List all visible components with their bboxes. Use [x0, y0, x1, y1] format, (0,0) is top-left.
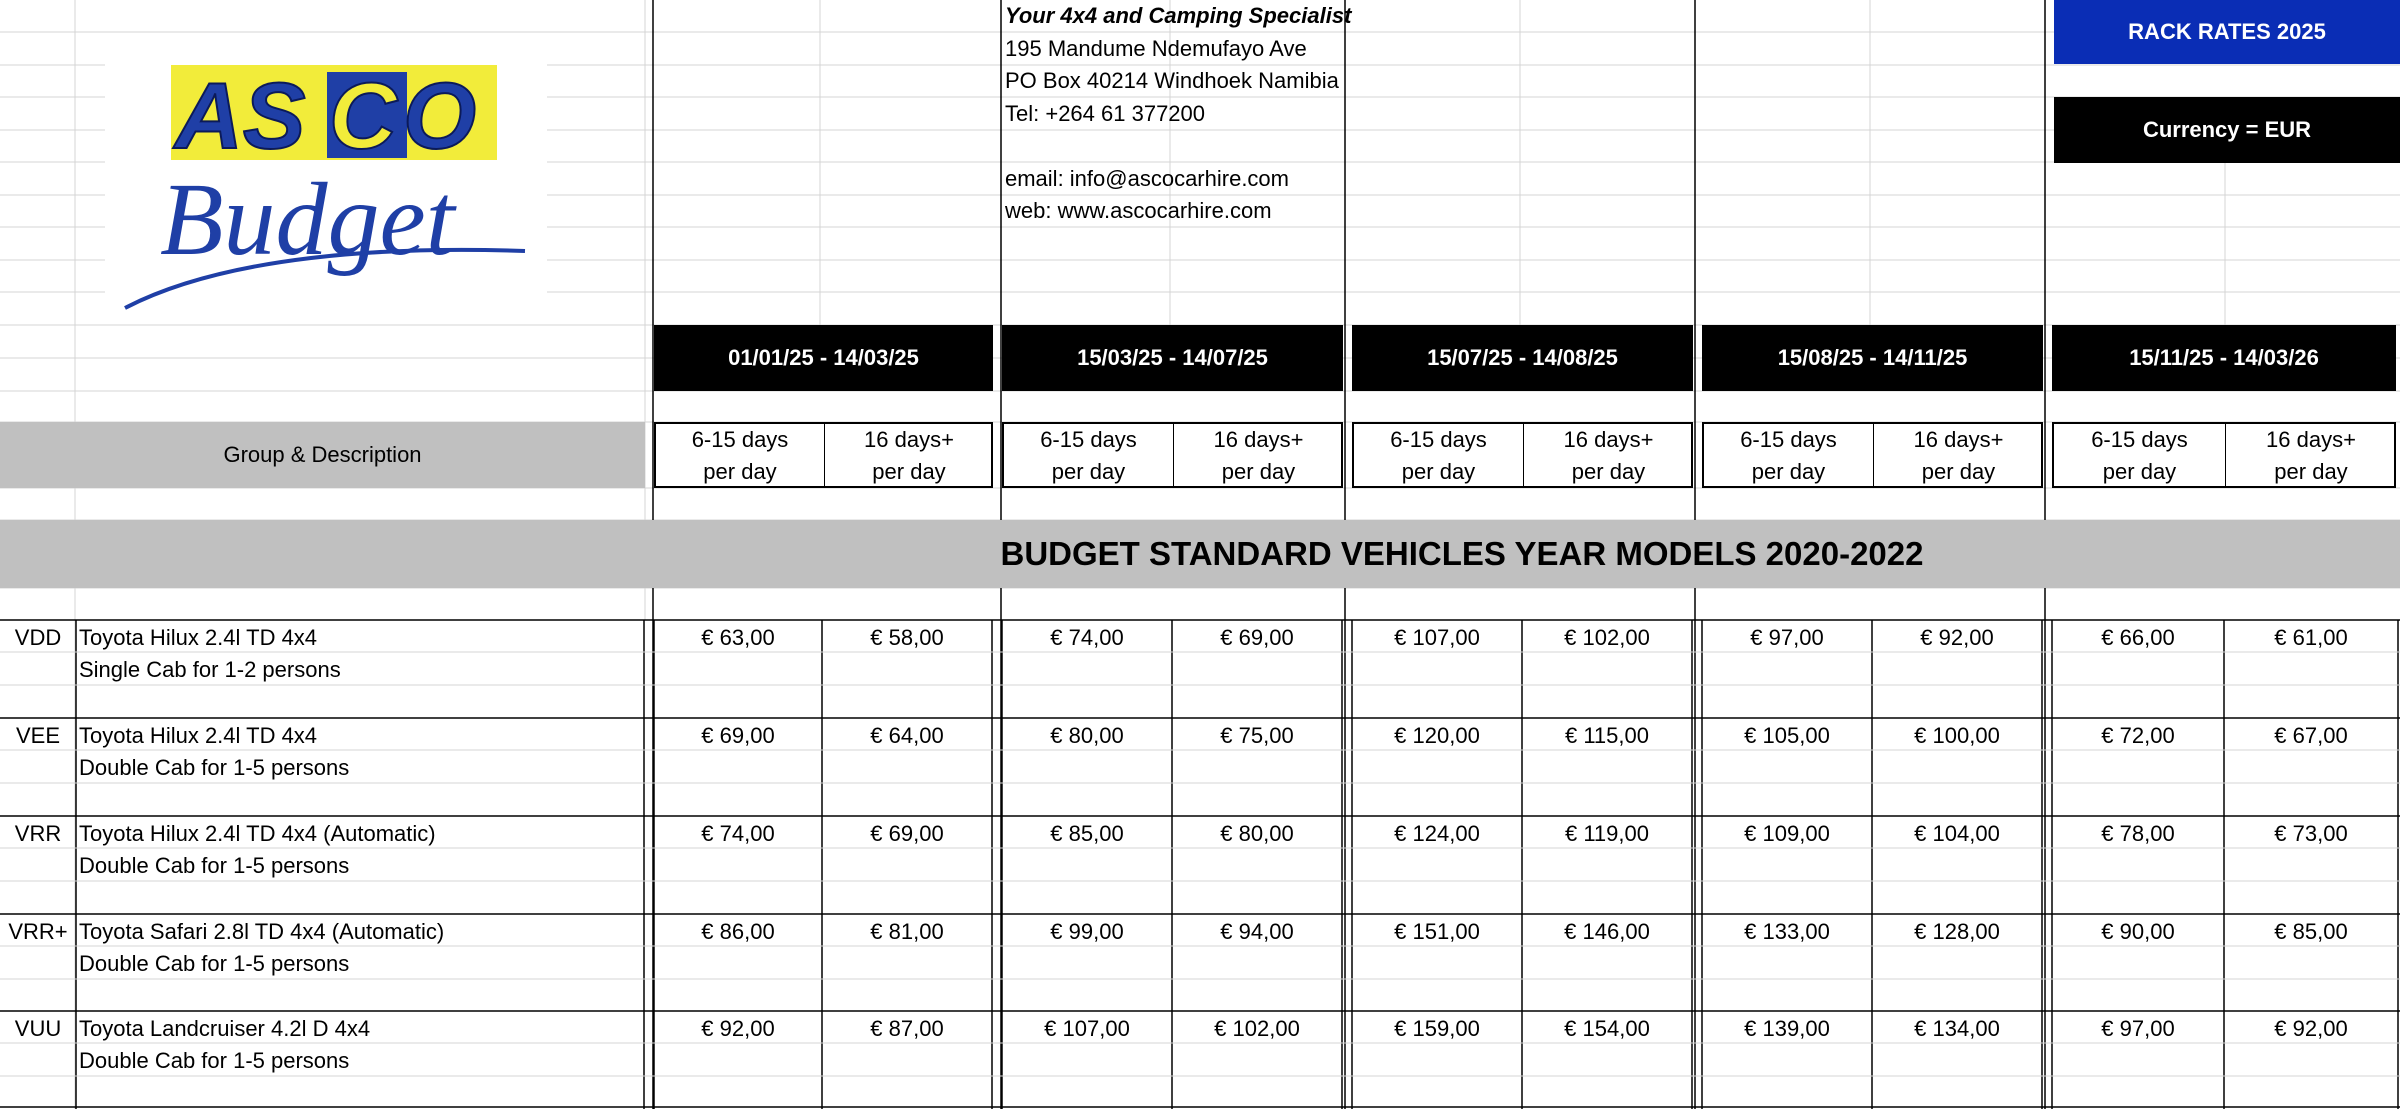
rate-cell: € 94,00: [1220, 919, 1294, 944]
rate-cell: € 64,00: [870, 723, 944, 748]
subheader-period-2: [1002, 422, 1343, 488]
subheader-period-5: [2052, 422, 2396, 488]
rate-cell: € 134,00: [1914, 1016, 2000, 1041]
rate-cell: € 69,00: [870, 821, 944, 846]
rate-cell: € 115,00: [1564, 723, 1649, 748]
rate-cell: € 133,00: [1744, 919, 1830, 944]
rate-cell: € 85,00: [2274, 919, 2348, 944]
rate-cell: € 69,00: [701, 723, 775, 748]
vehicle-code: VRR: [14, 821, 62, 846]
rack-rates-label: RACK RATES 2025: [2054, 0, 2400, 64]
asco-budget-logo-graphic: [105, 56, 547, 318]
website: web: www.ascocarhire.com: [1005, 198, 1272, 223]
rate-cell: € 154,00: [1564, 1016, 1650, 1041]
svg-text:AS: AS: [175, 63, 306, 168]
subheader-short-term: 6-15 days per day: [1040, 427, 1137, 484]
rate-cell: € 107,00: [1044, 1016, 1130, 1041]
rate-cell: € 80,00: [1050, 723, 1124, 748]
period-header-2: 15/03/25 - 14/07/25: [1002, 325, 1343, 391]
rate-cell: € 146,00: [1564, 919, 1650, 944]
email: email: info@ascocarhire.com: [1005, 165, 1289, 191]
vehicle-code: VDD: [14, 625, 62, 650]
vehicle-description: Double Cab for 1-5 persons: [79, 853, 350, 878]
rate-cell: € 63,00: [701, 625, 775, 650]
rate-cell: € 85,00: [1050, 821, 1124, 846]
rate-cell: € 58,00: [870, 625, 944, 650]
subheader-long-term: 16 days+ per day: [1563, 427, 1654, 484]
rate-cell: € 120,00: [1394, 723, 1480, 748]
rate-cell: € 102,00: [1564, 625, 1650, 650]
group-description-header: [0, 422, 645, 488]
telephone: Tel: +264 61 377200: [1005, 100, 1206, 126]
rate-cell: € 124,00: [1394, 821, 1480, 846]
vehicle-code: VEE: [15, 723, 61, 748]
subheader-period-1: [654, 422, 993, 488]
vehicle-name: Toyota Hilux 2.4l TD 4x4 (Automatic): [79, 821, 436, 846]
rate-cell: € 109,00: [1744, 821, 1830, 846]
vehicle-description: Double Cab for 1-5 persons: [79, 951, 350, 976]
rate-cell: € 128,00: [1914, 919, 2000, 944]
rate-cell: € 75,00: [1220, 723, 1294, 748]
vehicle-code: VUU: [14, 1016, 62, 1041]
rate-cell: € 97,00: [1750, 625, 1824, 650]
subheader-long-term: 16 days+ per day: [1913, 427, 2004, 484]
group-header-label: Group & Description: [223, 442, 422, 467]
subheader-short-term: 6-15 days per day: [1740, 427, 1837, 484]
rate-cell: € 159,00: [1394, 1016, 1480, 1041]
subheader-short-term: 6-15 days per day: [1390, 427, 1487, 484]
vehicle-description: Single Cab for 1-2 persons: [79, 657, 341, 682]
subheader-long-term: 16 days+ per day: [864, 427, 954, 484]
subheader-period-4: [1702, 422, 2043, 488]
vehicle-description: Double Cab for 1-5 persons: [79, 1048, 350, 1073]
company-tagline: Your 4x4 and Camping Specialist: [1005, 3, 1352, 28]
rate-cell: € 87,00: [870, 1016, 944, 1041]
rate-cell: € 151,00: [1394, 919, 1480, 944]
subheader-short-term: 6-15 days per day: [2091, 427, 2188, 484]
rate-cell: € 90,00: [2101, 919, 2175, 944]
rate-cell: € 99,00: [1050, 919, 1124, 944]
rate-cell: € 80,00: [1220, 821, 1294, 846]
rate-cell: € 102,00: [1214, 1016, 1300, 1041]
rate-cell: € 92,00: [1920, 625, 1994, 650]
subheader-period-3: [1352, 422, 1693, 488]
company-address-block: [1005, 0, 1351, 228]
rate-cell: € 92,00: [701, 1016, 775, 1041]
rate-cell: € 86,00: [701, 919, 775, 944]
company-logo: [105, 56, 547, 318]
period-header-1: 01/01/25 - 14/03/25: [654, 325, 993, 391]
rate-cell: € 107,00: [1394, 625, 1480, 650]
rate-cell: € 61,00: [2274, 625, 2348, 650]
svg-text:O: O: [403, 63, 477, 168]
rate-cell: € 139,00: [1744, 1016, 1830, 1041]
section-title-band: [0, 520, 2400, 588]
period-header-3: 15/07/25 - 14/08/25: [1352, 325, 1693, 391]
rate-cell: € 74,00: [701, 821, 775, 846]
rate-cell: € 73,00: [2274, 821, 2348, 846]
rate-cell: € 81,00: [870, 919, 944, 944]
rate-cell: € 119,00: [1564, 821, 1649, 846]
vehicle-name: Toyota Safari 2.8l TD 4x4 (Automatic): [79, 919, 445, 944]
rate-cell: € 100,00: [1914, 723, 2000, 748]
svg-text:C: C: [329, 63, 397, 168]
section-title: BUDGET STANDARD VEHICLES YEAR MODELS 2020-2022: [1000, 535, 1924, 572]
vehicle-code: VRR+: [8, 919, 68, 944]
svg-text:Budget: Budget: [160, 162, 455, 277]
period-header-4: 15/08/25 - 14/11/25: [1702, 325, 2043, 391]
vehicle-description: Double Cab for 1-5 persons: [79, 755, 350, 780]
rate-cell: € 72,00: [2101, 723, 2175, 748]
vehicle-name: Toyota Hilux 2.4l TD 4x4: [79, 625, 318, 650]
vehicle-name: Toyota Hilux 2.4l TD 4x4: [79, 723, 318, 748]
rate-cell: € 78,00: [2101, 821, 2175, 846]
currency-label: Currency = EUR: [2054, 97, 2400, 163]
subheader-long-term: 16 days+ per day: [2266, 427, 2356, 484]
rate-cell: € 105,00: [1744, 723, 1830, 748]
address-line-1: 195 Mandume Ndemufayo Ave: [1005, 35, 1307, 61]
vehicle-name: Toyota Landcruiser 4.2l D 4x4: [79, 1016, 371, 1041]
rate-cell: € 97,00: [2101, 1016, 2175, 1041]
rate-cell: € 104,00: [1914, 821, 2000, 846]
rate-cell: € 92,00: [2274, 1016, 2348, 1041]
rate-cell: € 66,00: [2101, 625, 2175, 650]
subheader-long-term: 16 days+ per day: [1213, 427, 1304, 484]
subheader-short-term: 6-15 days per day: [691, 427, 789, 484]
rate-cell: € 67,00: [2274, 723, 2348, 748]
rate-cell: € 74,00: [1050, 625, 1124, 650]
address-line-2: PO Box 40214 Windhoek Namibia: [1005, 68, 1339, 93]
rate-cell: € 69,00: [1220, 625, 1294, 650]
period-header-5: 15/11/25 - 14/03/26: [2052, 325, 2396, 391]
